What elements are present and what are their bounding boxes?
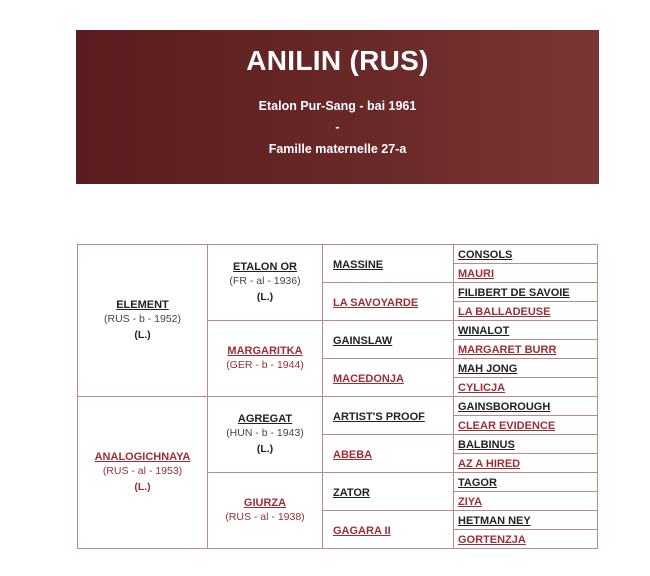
gen3-cell (323, 245, 454, 283)
gen4-cell (454, 264, 598, 283)
gen3-link[interactable]: ARTIST'S PROOF (333, 410, 425, 423)
page-header (76, 30, 599, 184)
gen3-cell (323, 321, 454, 359)
gen4-cell (454, 416, 598, 435)
dam-cell (78, 397, 208, 549)
dam-sire-info: (HUN - b - 1943) (226, 426, 304, 439)
dam-sire-link[interactable]: AGREGAT (237, 412, 293, 425)
gen4-link[interactable]: WINALOT (458, 325, 510, 337)
dam-sire-cell (208, 397, 323, 473)
dam-dam-info: (RUS - al - 1938) (225, 510, 305, 523)
dam-ref: (L.) (134, 480, 151, 493)
gen4-link[interactable]: CYLICJA (458, 382, 506, 394)
sire-cell (78, 245, 208, 397)
gen3-cell (323, 283, 454, 321)
gen4-link[interactable]: CONSOLS (458, 249, 513, 261)
sire-dam-cell (208, 321, 323, 397)
gen4-link[interactable]: TAGOR (458, 477, 497, 489)
dam-dam-link[interactable]: GIURZA (243, 496, 287, 509)
dam-sire-ref: (L.) (256, 442, 274, 455)
gen4-cell (454, 302, 598, 321)
sire-dam-info: (GER - b - 1944) (226, 358, 304, 371)
sire-sire-link[interactable]: ETALON OR (233, 260, 297, 273)
dam-info: (RUS - al - 1953) (102, 464, 183, 477)
gen4-link[interactable]: ZIYA (458, 496, 483, 508)
gen4-link[interactable]: LA BALLADEUSE (458, 306, 551, 318)
gen4-cell (454, 378, 598, 397)
gen3-link[interactable]: LA SAVOYARDE (333, 296, 419, 309)
gen4-cell (454, 397, 598, 416)
gen4-cell (454, 473, 598, 492)
gen4-cell (454, 359, 598, 378)
gen4-link[interactable]: GAINSBOROUGH (458, 401, 551, 413)
gen4-cell (454, 340, 598, 359)
gen4-link[interactable]: AZ A HIRED (458, 458, 521, 470)
gen4-link[interactable]: FILIBERT DE SAVOIE (458, 287, 570, 299)
gen4-cell (454, 245, 598, 264)
gen3-link[interactable]: MASSINE (333, 258, 384, 271)
sire-sire-ref: (L.) (256, 290, 274, 303)
gen4-link[interactable]: BALBINUS (458, 439, 515, 451)
gen3-link[interactable]: MACEDONJA (333, 372, 404, 385)
gen4-cell (454, 511, 598, 530)
gen3-cell (323, 359, 454, 397)
gen4-cell (454, 435, 598, 454)
gen3-cell (323, 435, 454, 473)
gen4-cell (454, 492, 598, 511)
gen3-link[interactable]: ABEBA (333, 448, 373, 461)
gen3-link[interactable]: GAINSLAW (333, 334, 393, 347)
gen3-cell (323, 473, 454, 511)
sire-ref: (L.) (134, 328, 151, 341)
gen4-link[interactable]: HETMAN NEY (458, 515, 531, 527)
dam-dam-cell (208, 473, 323, 549)
gen4-cell (454, 283, 598, 302)
sire-link[interactable]: ELEMENT (116, 298, 169, 311)
gen4-link[interactable]: MAURI (458, 268, 495, 280)
sire-sire-cell (208, 245, 323, 321)
sire-sire-info: (FR - al - 1936) (229, 274, 301, 287)
sire-info: (RUS - b - 1952) (103, 312, 182, 325)
gen3-link[interactable]: ZATOR (333, 486, 370, 499)
dam-link[interactable]: ANALOGICHNAYA (94, 450, 191, 463)
gen4-link[interactable]: MARGARET BURR (458, 344, 557, 356)
pedigree-table (77, 244, 598, 549)
horse-title: ANILIN (RUS) (246, 45, 429, 76)
header-separator: - (335, 120, 340, 134)
gen4-cell (454, 454, 598, 473)
maternal-family: Famille maternelle 27-a (268, 142, 407, 156)
sire-dam-link[interactable]: MARGARITKA (227, 344, 303, 357)
gen3-cell (323, 397, 454, 435)
gen4-link[interactable]: MAH JONG (458, 363, 518, 375)
horse-subtitle: Etalon Pur-Sang - bai 1961 (258, 99, 417, 113)
gen4-link[interactable]: CLEAR EVIDENCE (458, 420, 556, 432)
gen4-link[interactable]: GORTENZJA (458, 534, 526, 546)
gen4-cell (454, 530, 598, 549)
gen3-cell (323, 511, 454, 549)
gen3-link[interactable]: GAGARA II (333, 524, 391, 537)
gen4-cell (454, 321, 598, 340)
